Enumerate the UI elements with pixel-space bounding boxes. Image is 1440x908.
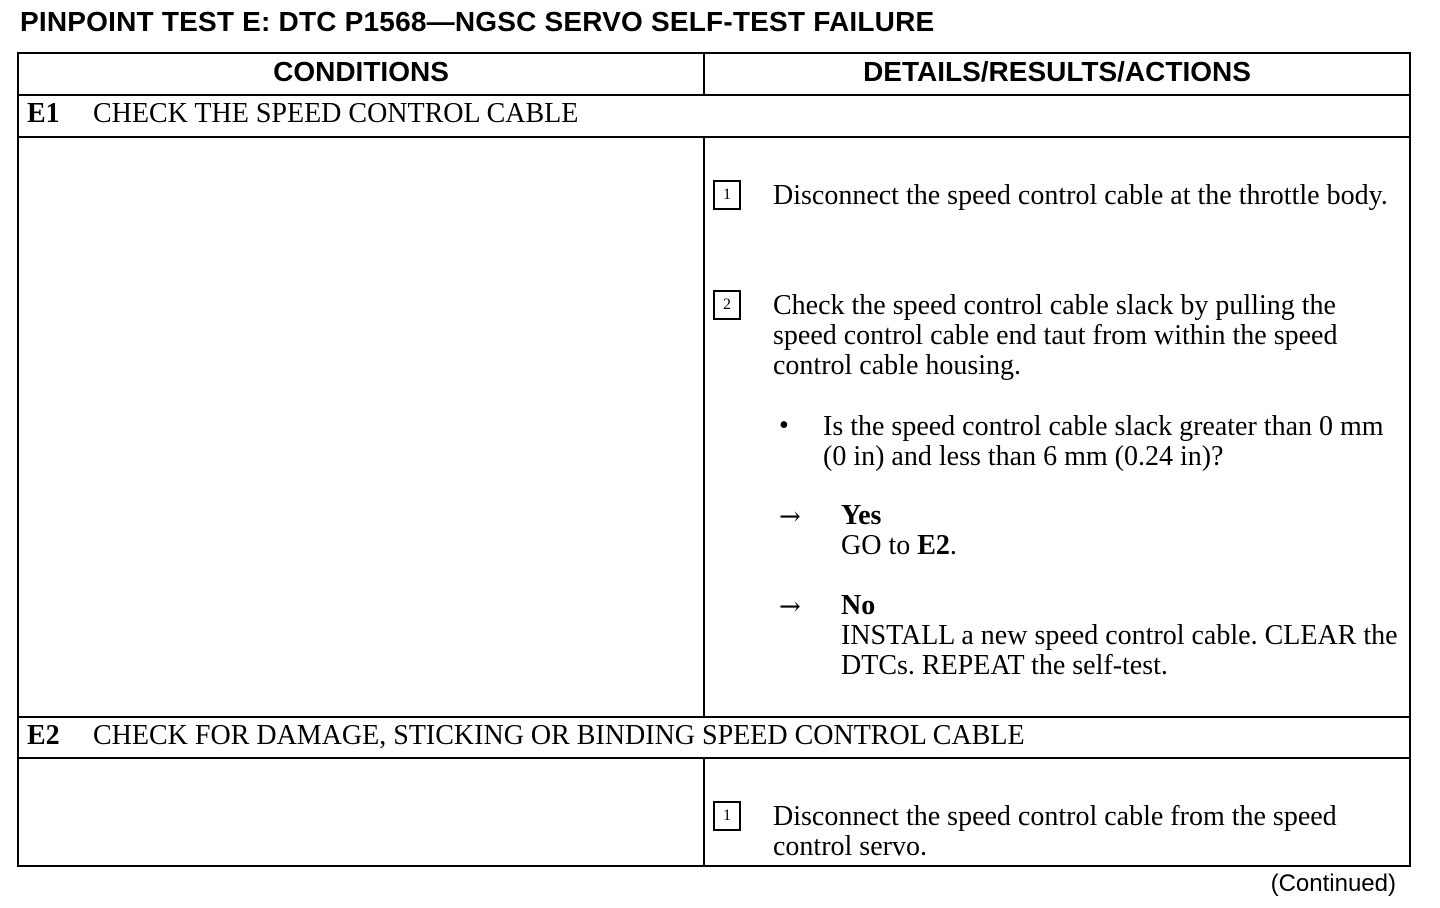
- step-e1-title: CHECK THE SPEED CONTROL CABLE: [93, 98, 579, 129]
- step-e1-heading: [27, 98, 578, 130]
- e1-column-divider: [703, 136, 705, 716]
- e1-heading-divider: [19, 136, 1409, 138]
- continued-note: (Continued): [1270, 870, 1396, 897]
- e1-end-divider: [19, 716, 1409, 718]
- column-header-details: DETAILS/RESULTS/ACTIONS: [863, 56, 1251, 87]
- e1-question: Is the speed control cable slack greater than 0 mm (0 in) and less than 6 mm (0.24 in)?: [823, 411, 1384, 472]
- e1-no-label: No: [841, 590, 876, 621]
- step-number-box: 2: [713, 290, 741, 320]
- e1-yes-action: [841, 531, 1401, 561]
- e1-yes-action-target: E2: [917, 530, 950, 561]
- step-number-box: 1: [713, 180, 741, 210]
- e1-yes-action-prefix: GO to: [841, 530, 918, 561]
- e1-no-action: INSTALL a new speed control cable. CLEAR the DTCs. REPEAT the self-test.: [841, 620, 1398, 681]
- step-number-box: 1: [713, 801, 741, 831]
- step-e2-title: CHECK FOR DAMAGE, STICKING OR BINDING SPEED CONTROL CABLE: [93, 720, 1025, 751]
- step-e1-id: E1: [27, 98, 60, 129]
- e1-step-2-text: Check the speed control cable slack by pulling the speed control cable end taut from within the speed control cable housing.: [773, 290, 1338, 381]
- e2-column-divider: [703, 757, 705, 867]
- pinpoint-test-table: [17, 52, 1411, 867]
- e1-step-1-text: Disconnect the speed control cable at the throttle body.: [773, 180, 1388, 211]
- e2-heading-divider: [19, 757, 1409, 759]
- e1-yes-action-suffix: .: [949, 530, 957, 561]
- e1-yes-label: Yes: [841, 500, 882, 531]
- bullet-icon: •: [779, 410, 789, 441]
- e1-yes-block: [841, 501, 1401, 561]
- e2-step-1-text: Disconnect the speed control cable from the speed control servo.: [773, 801, 1337, 862]
- e1-no-block: [841, 591, 1407, 681]
- step-e2-id: E2: [27, 720, 60, 751]
- arrow-right-icon: →: [779, 592, 801, 622]
- page-title: PINPOINT TEST E: DTC P1568—NGSC SERVO SELF-TEST FAILURE: [20, 6, 935, 37]
- arrow-right-icon: →: [779, 502, 801, 532]
- header-column-divider: [703, 54, 705, 94]
- step-e2-heading: [27, 720, 1025, 752]
- header-divider: [19, 94, 1409, 96]
- column-header-conditions: CONDITIONS: [273, 56, 449, 87]
